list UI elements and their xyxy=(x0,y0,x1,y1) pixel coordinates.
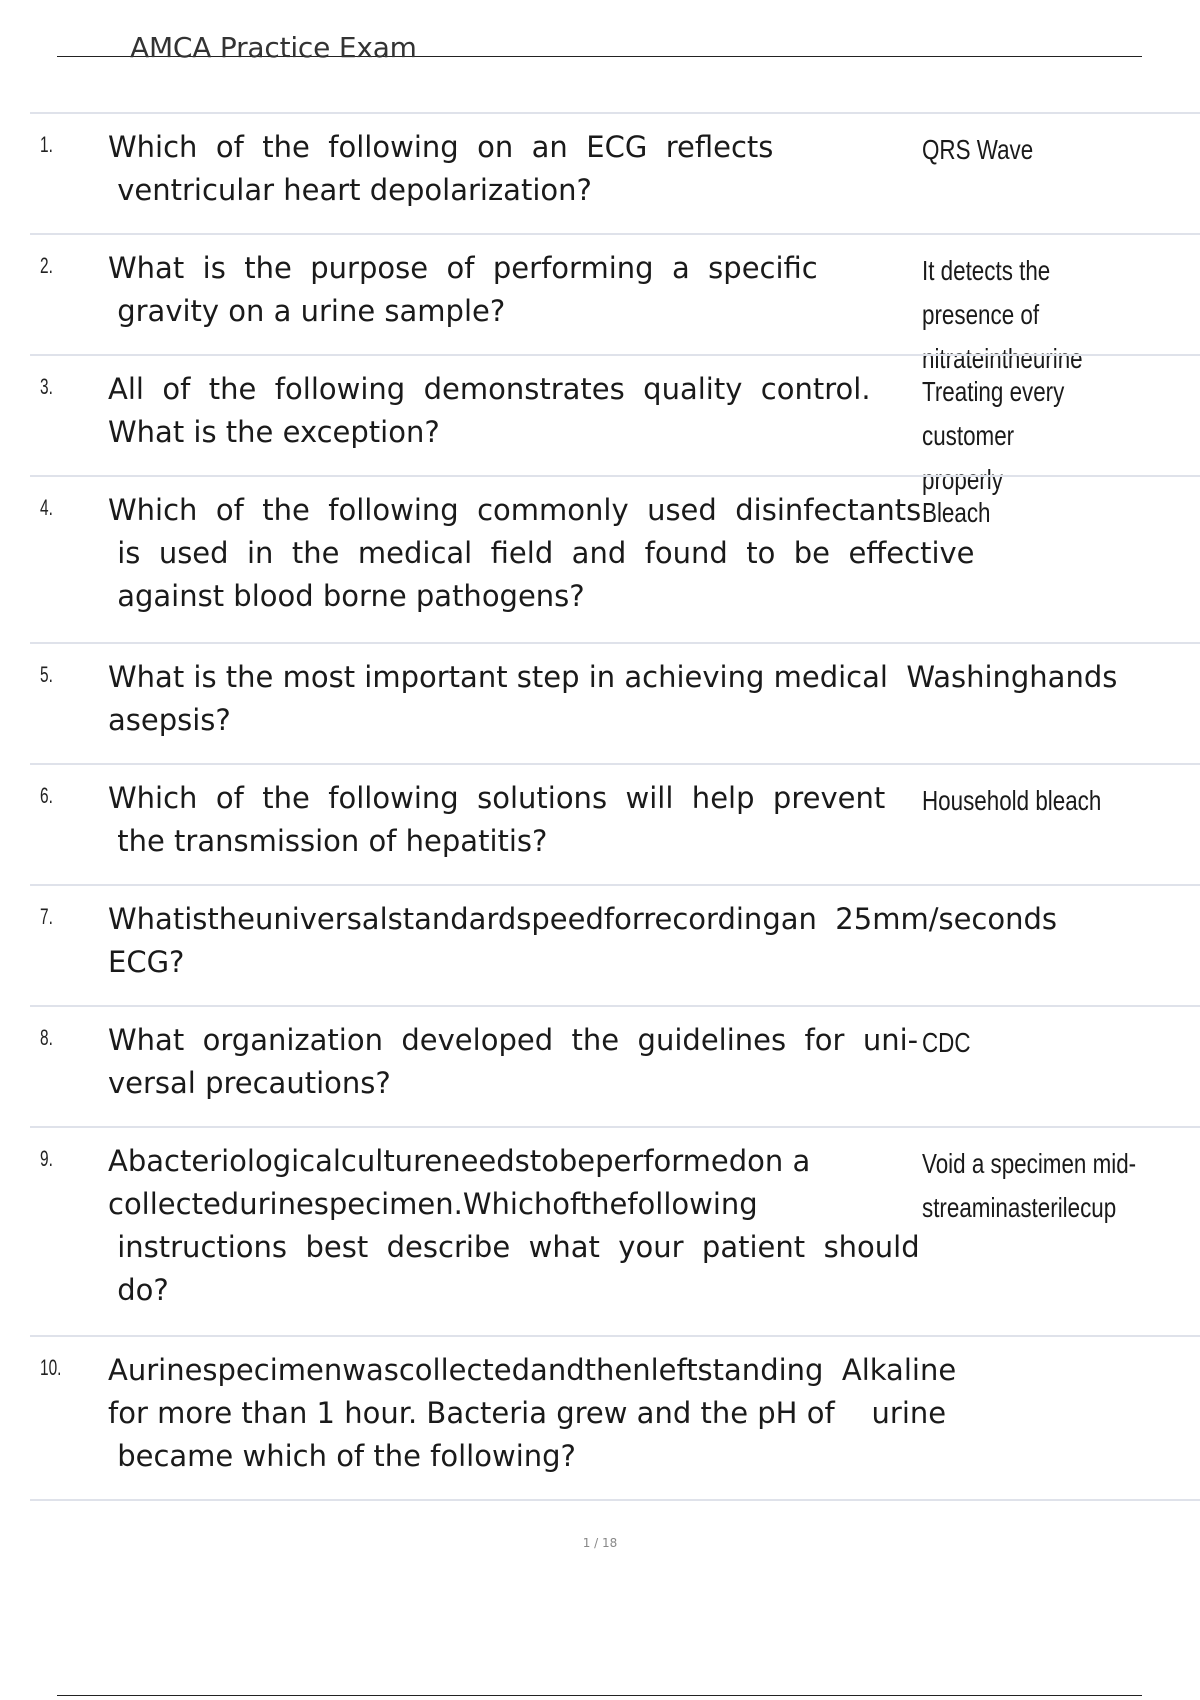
question-number: 9. xyxy=(40,1146,53,1171)
question-row-7 xyxy=(30,884,1200,1005)
question-text: What organization developed the guidelines for uni- versal precautions? xyxy=(108,1023,919,1100)
footer-rule xyxy=(57,1695,1142,1696)
answer-text: Void a specimen mid- streaminasterilecup xyxy=(922,1148,1137,1223)
question-row-5 xyxy=(30,642,1200,763)
question-number: 7. xyxy=(40,904,53,929)
answer-text: Household bleach xyxy=(922,785,1102,816)
question-text: Whatistheuniversalstandardspeedforrecordingan 25mm/seconds ECG? xyxy=(108,902,1058,979)
question-row-10 xyxy=(30,1335,1200,1501)
answer-text: Bleach xyxy=(922,497,991,528)
answer-text: Treating every customer properly xyxy=(922,376,1065,495)
page-number: 1 / 18 xyxy=(582,1536,618,1550)
question-text: All of the following demonstrates quality control. What is the exception? xyxy=(108,372,871,449)
question-row-6 xyxy=(30,763,1200,884)
page-header xyxy=(57,30,1142,64)
question-text: Aurinespecimenwascollectedandthenleftstanding Alkaline for more than 1 hour. Bacteria grew and the pH of urine became which of the following? xyxy=(108,1353,957,1473)
question-number: 1. xyxy=(40,132,53,157)
question-number: 3. xyxy=(40,374,53,399)
question-number: 6. xyxy=(40,783,53,808)
answer-text: It detects the presence of nitrateintheurine xyxy=(922,255,1083,374)
question-row-1 xyxy=(30,112,1200,233)
question-row-8 xyxy=(30,1005,1200,1126)
question-row-3 xyxy=(30,354,1200,495)
question-text: Abacteriologicalcultureneedstobeperformedon a collectedurinespecimen.Whichofthefollowing instructions best describe what your patient should do? xyxy=(108,1144,920,1307)
question-list xyxy=(30,112,1200,1501)
question-number: 10. xyxy=(40,1355,62,1380)
question-text: Which of the following on an ECG reflects ventricular heart depolarization? xyxy=(108,130,774,207)
question-text: Which of the following solutions will help prevent the transmission of hepatitis? xyxy=(108,781,886,858)
question-text: What is the most important step in achieving medical Washinghands asepsis? xyxy=(108,660,1118,737)
question-row-4 xyxy=(30,475,1200,642)
answer-text: QRS Wave xyxy=(922,134,1034,165)
document-title: AMCA Practice Exam xyxy=(130,31,417,64)
question-text: What is the purpose of performing a specific gravity on a urine sample? xyxy=(108,251,818,328)
question-number: 2. xyxy=(40,253,53,278)
answer-text: CDC xyxy=(922,1027,971,1058)
question-text: Which of the following commonly used disinfectants is used in the medical field and found to be effective against blood borne pathogens? xyxy=(108,493,975,613)
question-number: 5. xyxy=(40,662,53,687)
question-number: 4. xyxy=(40,495,53,520)
question-number: 8. xyxy=(40,1025,53,1050)
question-row-9 xyxy=(30,1126,1200,1335)
question-row-2 xyxy=(30,233,1200,374)
